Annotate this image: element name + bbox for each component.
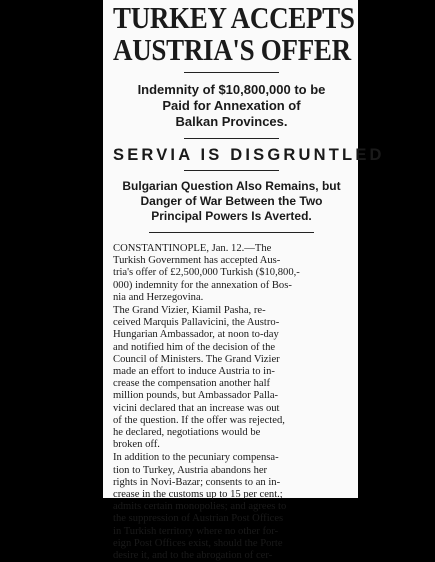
headline-line-2: AUSTRIA'S OFFER	[113, 32, 351, 67]
article-line: The Grand Vizier, Kiamil Pasha, re-	[113, 305, 266, 317]
article-paragraph	[113, 243, 350, 304]
deck-3	[113, 179, 350, 224]
deck-2: SERVIA IS DISGRUNTLED	[113, 146, 385, 164]
article-line: rights in Novi-Bazar; consents to an in-	[113, 476, 281, 488]
article-line: crease the compensation another half	[113, 378, 271, 390]
article-line: admits certain monopolies; and agrees to	[113, 501, 287, 513]
article-line: in Turkish territory where no other for-	[113, 525, 279, 537]
article-line: Hungarian Ambassador, at noon to-day	[113, 329, 279, 341]
article-line: crease in the customs up to 15 per cent.;	[113, 489, 283, 501]
deck-3-line: Bulgarian Question Also Remains, but	[122, 179, 341, 193]
deck-3-line: Principal Powers Is Averted.	[151, 209, 312, 223]
article-line: In addition to the pecuniary compensa-	[113, 452, 279, 464]
deck-1-line: Paid for Annexation of	[162, 98, 301, 113]
deck-1-line: Indemnity of $10,800,000 to be	[137, 82, 326, 97]
article-line: the suppression of Austrian Post Offices	[113, 513, 284, 525]
article-line: desire it, and to the abrogation of cer-	[113, 550, 273, 562]
article-line: and notified him of the decision of the	[113, 341, 276, 353]
article-line: eign Post Offices exist, should the Porte	[113, 537, 283, 549]
newspaper-clipping	[103, 0, 385, 562]
article-line: he declared, negotiations would be	[113, 427, 261, 439]
article-line: 000) indemnity for the annexation of Bos-	[113, 279, 292, 291]
article-line: tria's offer of £2,500,000 Turkish ($10,800,-	[113, 267, 300, 279]
article-line: nia and Herzegovina.	[113, 291, 204, 303]
article-line: made an effort to induce Austria to in-	[113, 366, 275, 378]
article-line: broken off.	[113, 439, 160, 451]
article-line: Council of Ministers. The Grand Vizier	[113, 353, 280, 365]
article-line: ceived Marquis Pallavicini, the Austro-	[113, 317, 280, 329]
article-line: of the question. If the offer was rejected,	[113, 414, 285, 426]
article-line: vicini declared that an increase was out	[113, 402, 280, 414]
deck-1-line: Balkan Provinces.	[175, 114, 288, 129]
deck-3-line: Danger of War Between the Two	[140, 194, 323, 208]
headline-line-1: TURKEY ACCEPTS	[113, 0, 355, 35]
article-body	[113, 243, 350, 562]
article-paragraph	[113, 452, 350, 562]
article-line: million pounds, but Ambassador Palla-	[113, 390, 279, 402]
article-line: Turkish Government has accepted Aus-	[113, 255, 281, 267]
deck-1	[113, 82, 350, 130]
article-paragraph	[113, 305, 350, 451]
article-line: tion to Turkey, Austria abandons her	[113, 464, 268, 476]
article-line: CONSTANTINOPLE, Jan. 12.—The	[113, 243, 272, 254]
